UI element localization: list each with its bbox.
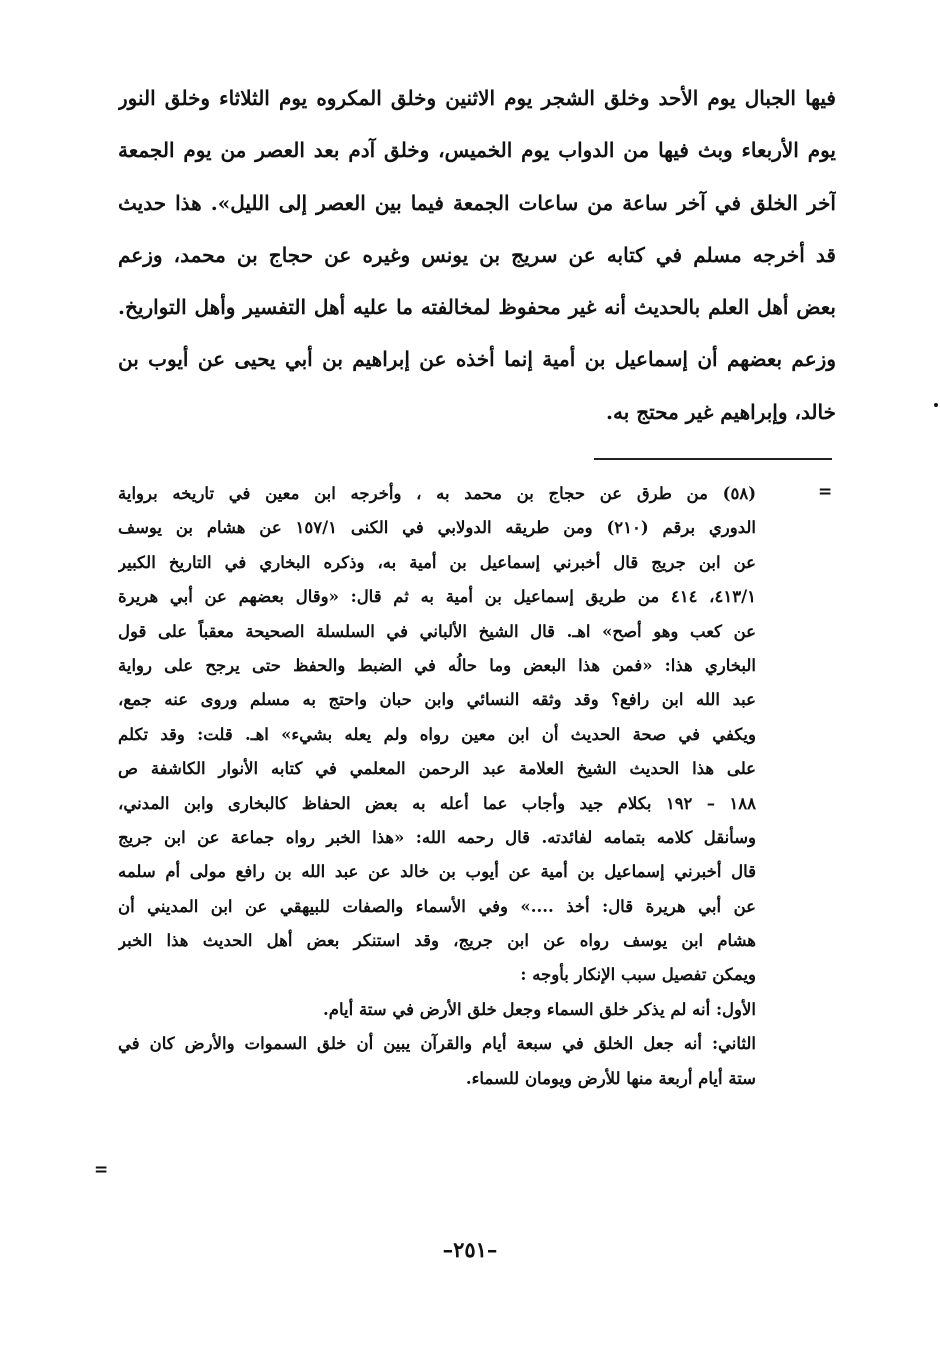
footnote-line: البخاري هذا: «فمن هذا البعض وما حالُه في الضبط والحفظ حتى يرجح على رواية bbox=[118, 655, 756, 675]
main-text-line: فيها الجبال يوم الأحد وخلق الشجر يوم الاثنين وخلق المكروه يوم الثلاثاء وخلق النور bbox=[118, 86, 836, 110]
footnote-continuation-marker-bottom: = bbox=[94, 1160, 109, 1180]
footnote-line: قال أخبرني إسماعيل بن أمية عن أيوب بن خالد عن عبد الله بن رافع مولى أم سلمه bbox=[118, 862, 756, 882]
footnote-line: الثاني: أنه جعل الخلق في سبعة أيام والقرآن يبين أن خلق السموات والأرض كان في bbox=[118, 1034, 756, 1054]
footnote-line: عن ابن جريج قال أخبرني إسماعيل بن أمية به، وذكره البخاري في التاريخ الكبير bbox=[118, 552, 756, 572]
footnote-line: عن كعب وهو أصح» اهـ. قال الشيخ الألباني في السلسلة الصحيحة معقباً على قول bbox=[118, 621, 756, 641]
footnote-line: هشام ابن يوسف رواه عن ابن جريج، وقد استنكر بعض أهل الحديث هذا الخبر bbox=[118, 931, 756, 951]
margin-dot bbox=[934, 403, 938, 407]
main-body-text bbox=[118, 72, 836, 438]
footnotes-block bbox=[118, 477, 756, 1096]
footnote-line: ١٨٨ – ١٩٢ بكلام جيد وأجاب عما أعله به بعض الحفاظ كالبخارى وابن المدني، bbox=[118, 793, 756, 813]
main-text-line: آخر الخلق في آخر ساعة من ساعات الجمعة فيما بين العصر إلى الليل». هذا حديث bbox=[118, 190, 836, 215]
footnote-line: عن أبي هريرة قال: أخذ ....» وفي الأسماء والصفات للبيهقي عن ابن المديني أن bbox=[118, 896, 756, 916]
footnote-line: (٥٨) من طرق عن حجاج بن محمد به ، وأخرجه ابن معين في تاريخه برواية bbox=[118, 484, 756, 503]
footnote-line: ستة أيام أربعة منها للأرض ويومان للسماء. bbox=[465, 1068, 756, 1088]
page-number: –٢٥١– bbox=[442, 1237, 498, 1262]
footnote-line: ويمكن تفصيل سبب الإنكار بأوجه : bbox=[520, 965, 756, 985]
main-text-line: خالد، وإبراهيم غير محتج به. bbox=[606, 399, 836, 424]
footnote-line: الدوري برقم (٢١٠) ومن طريقه الدولابي في الكنى ١٥٧/١ عن هشام بن يوسف bbox=[118, 518, 756, 538]
main-text-line: قد أخرجه مسلم في كتابه عن سريج بن يونس وغيره عن حجاج بن محمد، وزعم bbox=[118, 242, 836, 267]
main-text-line: بعض أهل العلم بالحديث أنه غير محفوظ لمخالفته ما عليه أهل التفسير وأهل التواريخ. bbox=[118, 295, 836, 320]
footnote-line: ٤١٣/١، ٤١٤ من طريق إسماعيل بن أمية به ثم قال: «وقال بعضهم عن أبي هريرة bbox=[118, 587, 756, 607]
footnote-continuation-marker-top: = bbox=[818, 482, 833, 502]
footnote-line: على هذا الحديث الشيخ العلامة عبد الرحمن المعلمي في كتابه الأنوار الكاشفة ص bbox=[118, 759, 756, 779]
footnote-line: ويكفي في صحة الحديث أن ابن معين رواه ولم يعله بشيء» اهـ. قلت: وقد تكلم bbox=[118, 724, 756, 744]
footnote-line: عبد الله ابن رافع؟ وقد وثقه النسائي وابن حبان واحتج به مسلم وروى عنه جمع، bbox=[118, 690, 756, 710]
footnote-line: الأول: أنه لم يذكر خلق السماء وجعل خلق الأرض في ستة أيام. bbox=[323, 999, 756, 1019]
main-text-line: يوم الأربعاء وبث فيها من الدواب يوم الخميس، وخلق آدم بعد العصر من يوم الجمعة bbox=[118, 138, 836, 163]
footnote-line: وسأنقل كلامه بتمامه لفائدته. قال رحمه الله: «هذا الخبر رواه جماعة عن ابن جريج bbox=[118, 827, 756, 847]
main-text-line: وزعم بعضهم أن إسماعيل بن أمية إنما أخذه عن إبراهيم بن أبي يحيى عن أيوب بن bbox=[118, 347, 836, 372]
footnote-separator bbox=[594, 458, 832, 460]
